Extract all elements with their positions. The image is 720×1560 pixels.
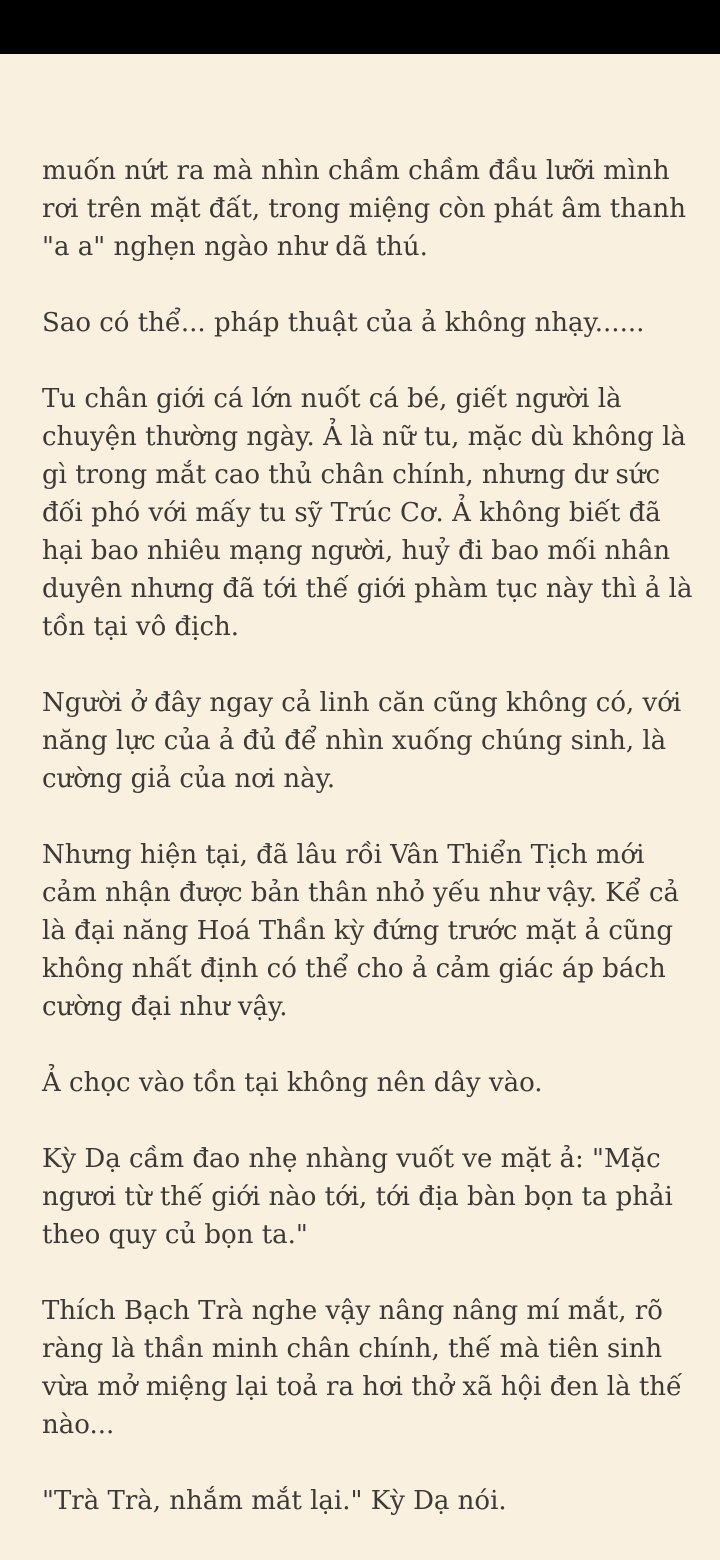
text-line: Thích Bạch Trà nghe vậy nâng nâng mí mắt, rõ xyxy=(42,1296,663,1326)
text-line: muốn nứt ra mà nhìn chầm chầm đầu lưỡi mình xyxy=(42,156,670,186)
text-line: Người ở đây ngay cả linh căn cũng không có, với xyxy=(42,688,682,718)
text-line: Sao có thể... pháp thuật của ả không nhạy...... xyxy=(42,308,645,338)
paragraph xyxy=(42,1064,682,1102)
text-line: tồn tại vô địch. xyxy=(42,612,240,642)
paragraph xyxy=(42,1140,682,1254)
text-line: gì trong mắt cao thủ chân chính, nhưng dư sức xyxy=(42,460,661,490)
text-line: Tu chân giới cá lớn nuốt cá bé, giết người là xyxy=(42,384,622,414)
text-line: cường giả của nơi này. xyxy=(42,764,336,794)
text-line: vừa mở miệng lại toả ra hơi thở xã hội đen là thế xyxy=(42,1372,683,1402)
text-line: chuyện thường ngày. Ả là nữ tu, mặc dù không là xyxy=(42,422,686,452)
text-line: Ả chọc vào tồn tại không nên dây vào. xyxy=(42,1068,543,1098)
text-line: là đại năng Hoá Thần kỳ đứng trước mặt ả cũng xyxy=(42,916,674,946)
text-line: ngươi từ thế giới nào tới, tới địa bàn bọn ta phải xyxy=(42,1182,673,1212)
paragraph xyxy=(42,684,682,798)
text-line: năng lực của ả đủ để nhìn xuống chúng sinh, là xyxy=(42,726,667,756)
paragraph xyxy=(42,380,693,646)
text-line: hại bao nhiêu mạng người, huỷ đi bao mối nhân xyxy=(42,536,671,566)
text-line: "a a" nghẹn ngào như dã thú. xyxy=(42,232,428,262)
paragraph xyxy=(42,1292,682,1444)
status-bar xyxy=(0,0,720,54)
text-line: ràng là thần minh chân chính, thế mà tiên sinh xyxy=(42,1334,663,1364)
text-line: Nhưng hiện tại, đã lâu rồi Vân Thiển Tịch mới xyxy=(42,840,645,870)
text-line: theo quy củ bọn ta." xyxy=(42,1220,308,1250)
text-line: cảm nhận được bản thân nhỏ yếu như vậy. Kể cả xyxy=(42,878,680,908)
text-line: cường đại như vậy. xyxy=(42,992,288,1022)
text-line: rơi trên mặt đất, trong miệng còn phát âm thanh xyxy=(42,194,686,224)
text-line: "Trà Trà, nhắm mắt lại." Kỳ Dạ nói. xyxy=(42,1486,507,1516)
text-line: nào... xyxy=(42,1410,115,1440)
paragraph xyxy=(42,304,682,342)
paragraph xyxy=(42,836,682,1026)
text-line: đối phó với mấy tu sỹ Trúc Cơ. Ả không biết đã xyxy=(42,498,661,528)
reader-text-body[interactable] xyxy=(42,152,693,1558)
text-line: không nhất định có thể cho ả cảm giác áp bách xyxy=(42,954,666,984)
text-line: Kỳ Dạ cầm đao nhẹ nhàng vuốt ve mặt ả: "Mặc xyxy=(42,1144,661,1174)
paragraph xyxy=(42,152,686,266)
text-line: duyên nhưng đã tới thế giới phàm tục này thì ả là xyxy=(42,574,693,604)
paragraph xyxy=(42,1482,682,1520)
